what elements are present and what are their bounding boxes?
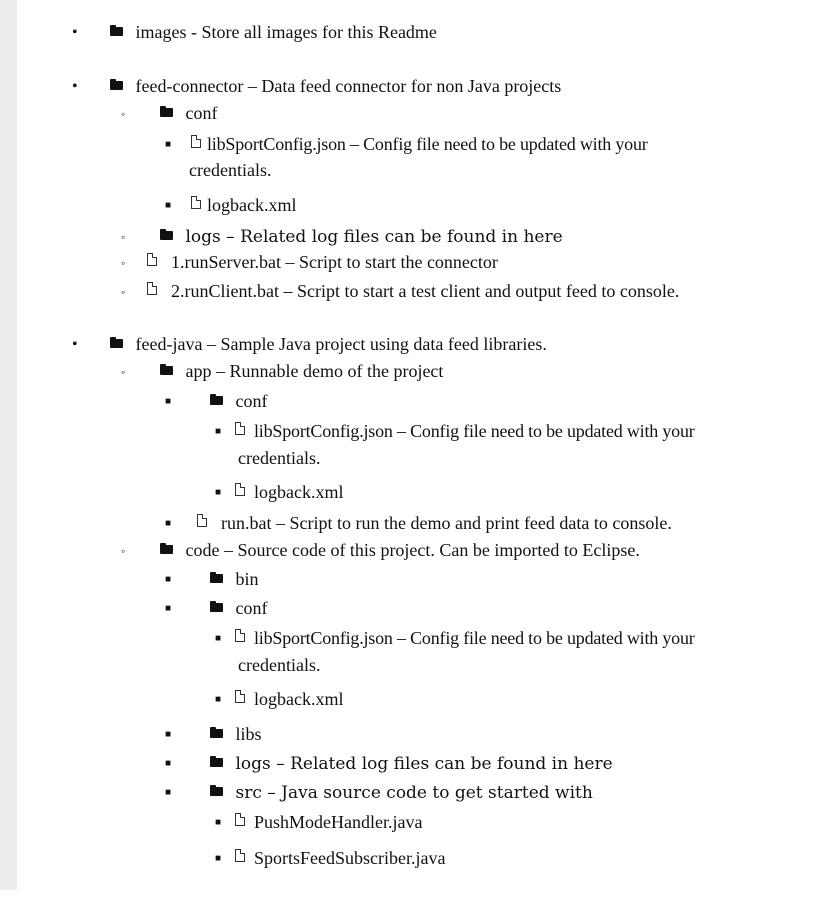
tree-item-label: logs – Related log files can be found in here — [235, 754, 613, 774]
tree-item-fc-runserver — [147, 251, 498, 273]
list-bullet: ◦ — [121, 256, 126, 270]
folder-icon — [160, 231, 173, 240]
folder-icon — [110, 339, 123, 348]
tree-item-label: SportsFeedSubscriber.java — [254, 848, 446, 868]
tree-item-fj-app-run — [197, 512, 672, 534]
list-bullet: ■ — [165, 139, 172, 150]
list-bullet: ■ — [165, 574, 172, 585]
list-bullet: ◦ — [121, 544, 126, 558]
folder-icon — [210, 574, 223, 583]
tree-item-fj-code-push — [235, 811, 422, 833]
file-icon — [235, 422, 245, 435]
tree-item-label: logback.xml — [254, 689, 344, 709]
list-bullet: ■ — [215, 817, 222, 828]
list-bullet: ■ — [215, 694, 222, 705]
list-bullet: ■ — [165, 200, 172, 211]
tree-item-label: feed-java – Sample Java project using data feed libraries. — [135, 334, 547, 354]
folder-icon — [210, 396, 223, 405]
tree-item-label: src – Java source code to get started with — [235, 783, 593, 803]
list-bullet: ■ — [215, 853, 222, 864]
tree-item-fj-app-libsport-cont: credentials. — [238, 448, 321, 468]
file-icon — [235, 483, 245, 496]
tree-item-fj-code-src — [210, 781, 593, 804]
file-icon — [235, 849, 245, 862]
tree-item-fc-libsport-cont: credentials. — [189, 160, 272, 180]
folder-icon — [210, 729, 223, 738]
tree-item-fc-runclient — [147, 280, 679, 302]
tree-item-label: libs — [235, 724, 262, 744]
tree-item-fj-code-libsport — [235, 627, 695, 649]
tree-item-label: 1.runServer.bat – Script to start the connector — [171, 252, 498, 272]
list-bullet: ■ — [165, 603, 172, 614]
tree-item-label: conf — [235, 391, 268, 411]
folder-icon — [160, 545, 173, 554]
list-bullet: ■ — [165, 396, 172, 407]
tree-item-label: libSportConfig.json – Config file need to be updated with your — [254, 421, 695, 441]
folder-icon — [110, 27, 123, 36]
tree-item-fc-conf — [160, 102, 217, 124]
tree-item-fj-app-logback — [235, 481, 343, 503]
list-bullet: • — [72, 24, 78, 41]
folder-icon — [160, 366, 173, 375]
list-bullet: ◦ — [121, 230, 126, 244]
folder-icon — [110, 81, 123, 90]
list-bullet: ■ — [215, 487, 222, 498]
file-icon — [191, 135, 201, 148]
tree-item-fj-app-libsport — [235, 420, 695, 442]
tree-item-label: bin — [235, 569, 259, 589]
list-bullet: ■ — [165, 758, 172, 769]
tree-item-label: logs – Related log files can be found in here — [185, 227, 563, 247]
tree-item-fj-code-bin — [210, 568, 259, 590]
tree-item-label: libSportConfig.json – Config file need to be updated with your — [207, 134, 648, 154]
folder-icon — [160, 108, 173, 117]
tree-item-fj-code-libsport-cont: credentials. — [238, 655, 321, 675]
tree-item-label: images - Store all images for this Readme — [135, 22, 437, 42]
tree-item-label: PushModeHandler.java — [254, 812, 423, 832]
list-bullet: • — [72, 78, 78, 95]
file-icon — [235, 813, 245, 826]
file-icon — [197, 514, 207, 527]
list-bullet: ■ — [165, 787, 172, 798]
tree-item-label: conf — [235, 598, 268, 618]
list-bullet: ■ — [165, 729, 172, 740]
file-icon — [147, 253, 157, 266]
tree-item-label: libSportConfig.json – Config file need to be updated with your — [254, 628, 695, 648]
list-bullet: ■ — [215, 426, 222, 437]
file-icon — [235, 690, 245, 703]
tree-item-images — [110, 21, 437, 43]
tree-item-label: logback.xml — [254, 482, 344, 502]
folder-icon — [210, 758, 223, 767]
tree-item-label: 2.runClient.bat – Script to start a test client and output feed to console. — [171, 281, 680, 301]
list-bullet: ◦ — [121, 107, 126, 121]
tree-item-fj-code-logs — [210, 752, 613, 775]
list-bullet: • — [72, 336, 78, 353]
tree-item-label: conf — [185, 103, 218, 123]
tree-item-feed-java — [110, 333, 547, 355]
tree-item-label: run.bat – Script to run the demo and print feed data to console. — [221, 513, 672, 533]
list-bullet: ◦ — [121, 285, 126, 299]
file-icon — [191, 196, 201, 209]
tree-item-label: feed-connector – Data feed connector for non Java projects — [135, 76, 562, 96]
tree-item-fc-logs — [160, 225, 563, 248]
tree-item-fj-code-logback — [235, 688, 343, 710]
list-bullet: ◦ — [121, 365, 126, 379]
file-icon — [235, 629, 245, 642]
file-icon — [147, 282, 157, 295]
list-bullet: ■ — [215, 633, 222, 644]
left-gutter — [0, 0, 17, 890]
tree-item-fj-code-libs — [210, 723, 262, 745]
tree-item-fj-code-conf — [210, 597, 267, 619]
tree-item-fj-code — [160, 539, 640, 561]
tree-item-fj-app-conf — [210, 390, 267, 412]
tree-item-fc-libsport — [191, 133, 648, 155]
tree-item-fj-code-sports — [235, 847, 445, 869]
tree-item-label: logback.xml — [207, 195, 297, 215]
tree-item-fj-app — [160, 360, 443, 382]
tree-item-label: code – Source code of this project. Can be imported to Eclipse. — [185, 540, 640, 560]
tree-item-label: app – Runnable demo of the project — [185, 361, 444, 381]
folder-icon — [210, 603, 223, 612]
tree-item-feed-connector — [110, 75, 561, 97]
folder-icon — [210, 787, 223, 796]
tree-item-fc-logback — [191, 194, 296, 216]
list-bullet: ■ — [165, 518, 172, 529]
